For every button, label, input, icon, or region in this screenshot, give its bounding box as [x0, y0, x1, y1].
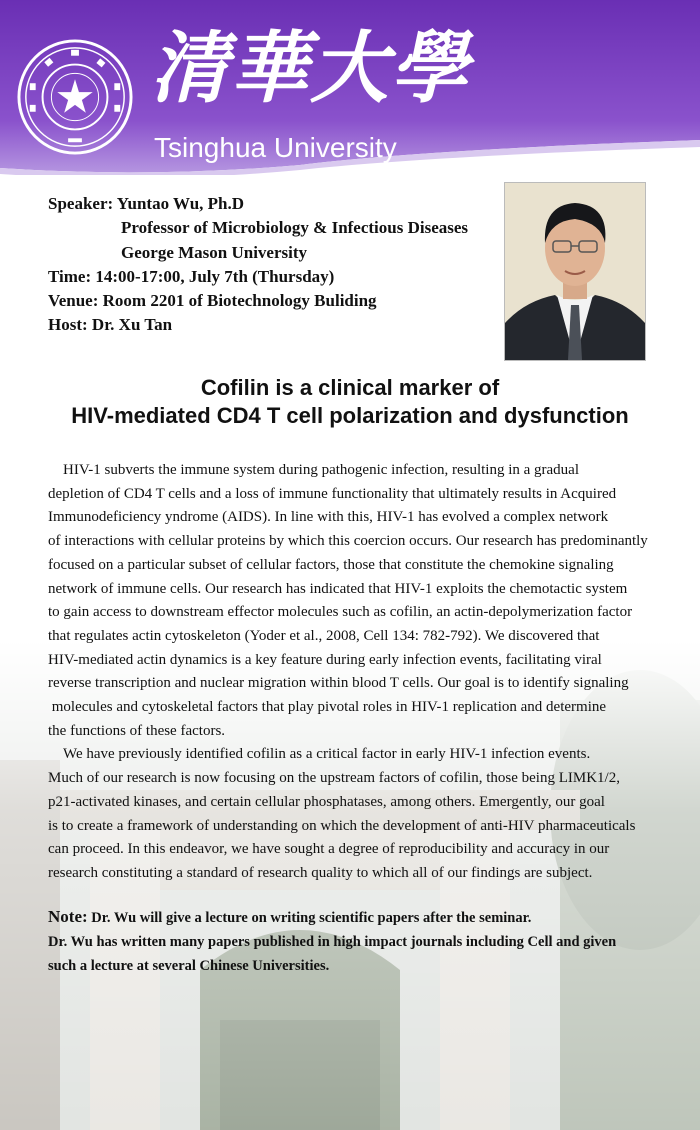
university-english-name: Tsinghua University [154, 132, 397, 163]
note-block [48, 905, 678, 978]
event-info-block [48, 192, 468, 338]
abstract-line: We have previously identified cofilin as a critical factor in early HIV-1 infection events. [63, 746, 591, 763]
abstract-line: Much of our research is now focusing on the upstream factors of cofilin, those being LIMK1/2, [48, 770, 620, 787]
abstract-line: HIV-mediated actin dynamics is a key feature during early infection events, facilitating viral [48, 651, 602, 668]
abstract-line: can proceed. In this endeavor, we have sought a degree of reproducibility and accuracy in our [48, 841, 610, 858]
speaker-portrait [504, 182, 646, 361]
talk-title-line-1: Cofilin is a clinical marker of [200, 375, 500, 400]
abstract-line: network of immune cells. Our research has indicated that HIV-1 exploits the chemotactic system [48, 580, 628, 597]
note-line-3: such a lecture at several Chinese Universities. [48, 958, 330, 974]
abstract-text [48, 459, 678, 886]
abstract-line: research constituting a standard of research quality to which all of our findings are subject. [48, 864, 593, 881]
abstract-line: of interactions with cellular proteins by which this coercion occurs. Our research has predominantly [48, 533, 648, 550]
note-line-1: Dr. Wu will give a lecture on writing scientific papers after the seminar. [87, 910, 532, 926]
abstract-line: molecules and cytoskeletal factors that play pivotal roles in HIV-1 replication and determine [48, 699, 607, 716]
talk-title [0, 374, 700, 430]
speaker-title-line: Professor of Microbiology & Infectious Diseases [121, 218, 469, 238]
speaker-line: Speaker: Yuntao Wu, Ph.D [48, 194, 245, 213]
abstract-line: the functions of these factors. [48, 722, 226, 739]
speaker-affiliation-line: George Mason University [121, 242, 308, 262]
abstract-line: is to create a framework of understanding on which the development of anti-HIV pharmaceuticals [48, 817, 636, 834]
note-line-2: Dr. Wu has written many papers published in high impact journals including Cell and given [48, 934, 617, 950]
abstract-line: HIV-1 subverts the immune system during pathogenic infection, resulting in a gradual [63, 462, 580, 478]
abstract-line: reverse transcription and nuclear migration within blood T cells. Our goal is to identify signaling [48, 675, 629, 692]
abstract-line: focused on a particular subset of cellular factors, those that constitute the chemokine signaling [48, 556, 614, 573]
talk-title-line-2: HIV-mediated CD4 T cell polarization and dysfunction [71, 403, 629, 428]
university-chinese-name: 清華大學 [150, 23, 471, 114]
venue-line: Venue: Room 2201 of Biotechnology Buliding [48, 291, 377, 311]
host-line: Host: Dr. Xu Tan [48, 315, 173, 335]
time-line: Time: 14:00-17:00, July 7th (Thursday) [48, 266, 335, 286]
abstract-line: Immunodeficiency yndrome (AIDS). In line with this, HIV-1 has evolved a complex network [48, 509, 609, 526]
abstract-line: depletion of CD4 T cells and a loss of immune functionality that ultimately results in Acquired [48, 485, 617, 502]
university-seal-icon [16, 38, 134, 156]
abstract-line: p21-activated kinases, and certain cellular phosphatases, among others. Emergently, our goal [48, 793, 605, 810]
abstract-line: that regulates actin cytoskeleton (Yoder et al., 2008, Cell 134: 782-792). We discovered that [48, 627, 600, 644]
abstract-line: to gain access to downstream effector molecules such as cofilin, an actin-depolymerization factor [48, 604, 633, 621]
note-label: Note: [48, 907, 88, 926]
